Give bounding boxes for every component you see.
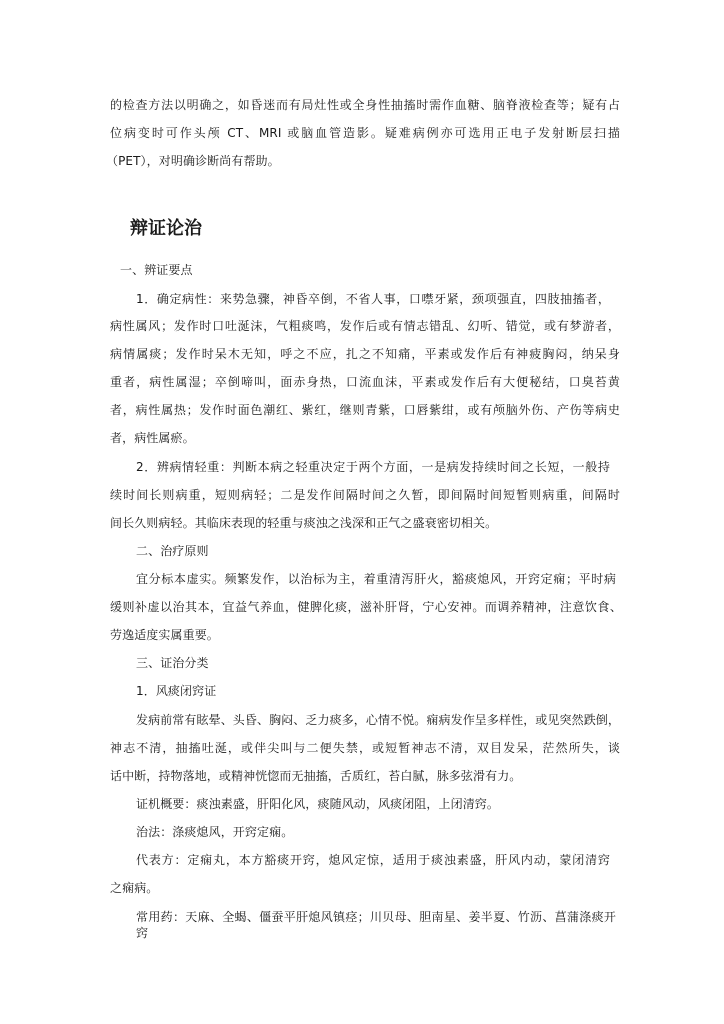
paragraph-line: 话中断，持物落地，或精神恍惚而无抽搐，舌质红，苔白腻，脉多弦滑有力。 [110,769,522,783]
paragraph-line: 劳逸适度实属重要。 [110,628,219,642]
paragraph-line: 发病前常有眩晕、头昏、胸闷、乏力痰多，心情不悦。痫病发作呈多样性，或见突然跌倒， [136,713,621,727]
paragraph-line: 1．确定病性：来势急骤，神昏卒倒，不省人事，口噤牙紧，颈项强直，四肢抽搐者， [136,292,610,306]
paragraph-line: 2．辨病情轻重：判断本病之轻重决定于两个方面，一是病发持续时间之长短，一般持 [136,460,610,474]
paragraph-line: 代表方：定痫丸，本方豁痰开窍，熄风定惊，适用于痰浊素盛，肝风内动，蒙闭清窍 [136,853,610,867]
paragraph-line: 续时间长则病重，短则病轻；二是发作间隔时间之久暂，即间隔时间短暂则病重，间隔时 [110,488,620,502]
paragraph-line: 宜分标本虚实。频繁发作，以治标为主，着重清泻肝火，豁痰熄风，开窍定痫；平时病 [136,572,616,586]
subsection-title: 1．风痰闭窍证 [136,684,217,698]
paragraph-line: 常用药：天麻、全蝎、僵蚕平肝熄风镇痉；川贝母、胆南星、姜半夏、竹沥、菖蒲涤痰开窍 [136,910,616,940]
paragraph-line: 者，病性属瘀。 [110,431,195,445]
paragraph-line: 治法：涤痰熄风，开窍定痫。 [136,825,294,839]
paragraph-line: 神志不清，抽搐吐涎，或伴尖叫与二便失禁，或短暂神志不清，双目发呆，茫然所失，谈 [110,741,620,755]
intro-line: （PET），对明确诊断尚有帮助。 [106,154,280,168]
paragraph-line: 病情属痰；发作时呆木无知，呼之不应，扎之不知痛，平素或发作后有神疲胸闷，纳呆身 [110,347,620,361]
intro-line: 的检查方法以明确之，如昏迷而有局灶性或全身性抽搐时需作血糖、脑脊液检查等；疑有占 [110,98,620,112]
paragraph-line: 缓则补虚以治其本，宜益气养血，健脾化痰，滋补肝肾，宁心安神。而调养精神，注意饮食、 [110,600,622,614]
paragraph-line: 之痫病。 [110,881,159,895]
paragraph-line: 重者，病性属湿；卒倒啼叫，面赤身热，口流血沫，平素或发作后有大便秘结，口臭苔黄 [110,375,620,389]
subsection-title: 二、治疗原则 [136,544,209,558]
paragraph-line: 间长久则病轻。其临床表现的轻重与痰浊之浅深和正气之盛衰密切相关。 [110,516,498,530]
section-heading: 辩证论治 [130,218,202,239]
paragraph-line: 证机概要：痰浊素盛，肝阳化风，痰随风动，风痰闭阻，上闭清窍。 [136,797,500,811]
intro-line: 位病变时可作头颅 CT、MRI 或脑血管造影。疑难病例亦可选用正电子发射断层扫描 [110,126,620,140]
paragraph-line: 者，病性属热；发作时面色潮红、紫红，继则青紫，口唇紫绀，或有颅脑外伤、产伤等病史 [110,403,620,417]
paragraph-line: 病性属风；发作时口吐涎沫，气粗痰鸣，发作后或有情志错乱、幻听、错觉，或有梦游者， [110,319,620,333]
subsection-title: 一、辨证要点 [120,263,193,277]
subsection-title: 三、证治分类 [136,656,209,670]
